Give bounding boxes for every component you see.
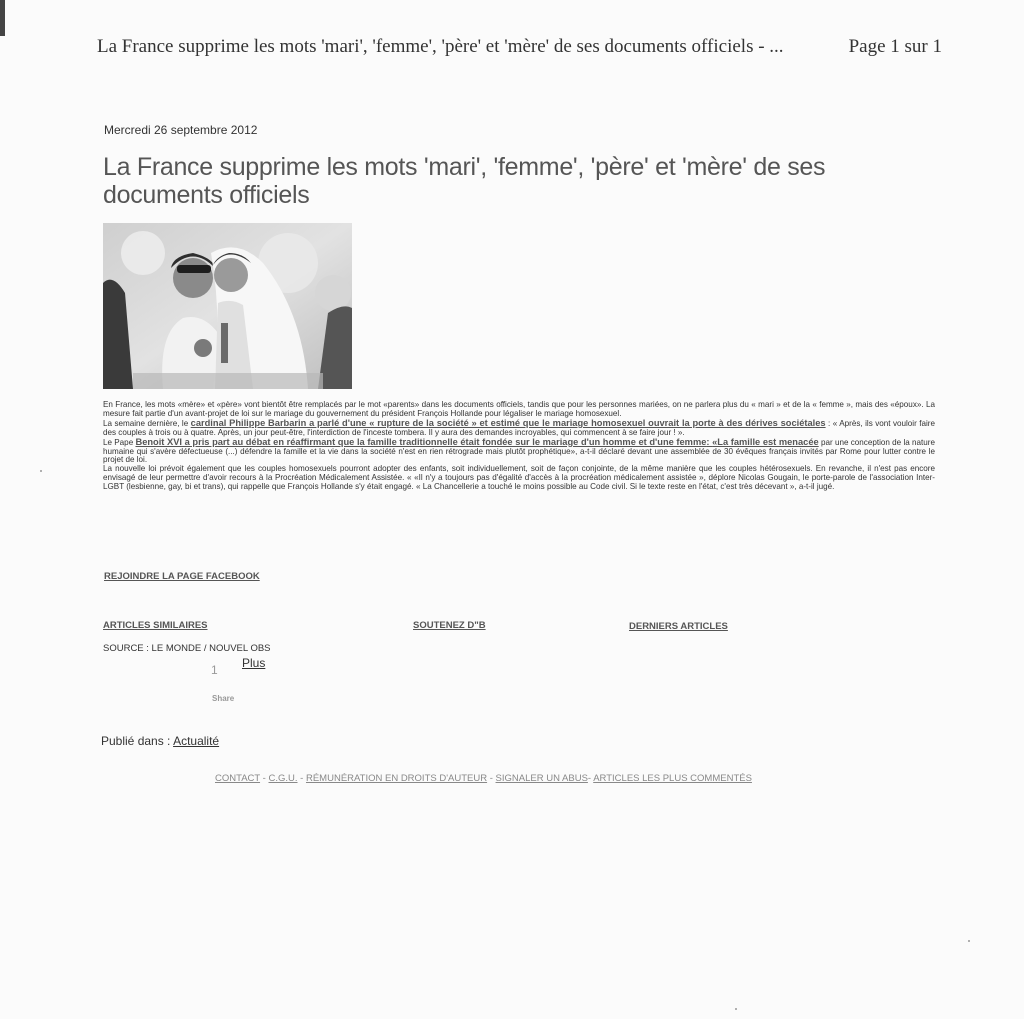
footer-report-link[interactable]: SIGNALER UN ABUS [495, 773, 588, 784]
footer-remuneration-link[interactable]: RÉMUNÉRATION EN DROITS D'AUTEUR [305, 773, 488, 784]
article-paragraph: La nouvelle loi prévoit également que les couples homosexuels pourront adopter des enfants, soit individuellement, soit de façon conjointe, de la même manière que les couples hétérosexuels. En revanche, il n'est pas encore envisagé de leur permettre d'avoir recours à la Procréation Médicalement Assistée. « «Il n'y a toujours pas d'égalité d'accès à la procréation médicalement assistée », déplore Nicolas Gougain, le porte-parole de l'association Inter-LGBT (lesbienne, gay, bi et trans), qui rappelle que François Hollande s'y était engagé. « La Chancellerie a touché le moins possible au Code civil. Si le texte reste en l'état, c'est très décevant », a-t-il jugé. [103, 464, 935, 492]
footer-contact-link[interactable]: CONTACT [215, 773, 261, 784]
family-link[interactable]: «La famille est menacée [712, 436, 819, 447]
text-span: La semaine dernière, le [103, 418, 191, 428]
text-span: par une conception de la nature humaine qui s'avère défectueuse (...) défendre la famille et la vie dans la société n'est en rien rétrograde mais plutôt prophétique», a-t-il déclaré devant une assemblée de 30 évêques français invités par Rome pour lutter contre le projet de loi. [103, 437, 935, 465]
similar-articles-link[interactable]: ARTICLES SIMILAIRES [103, 620, 208, 631]
print-header [97, 36, 942, 58]
facebook-link[interactable]: REJOINDRE LA PAGE FACEBOOK [104, 571, 260, 582]
footer-links [215, 773, 752, 784]
print-header-title: La France supprime les mots 'mari', 'femme', 'père' et 'mère' de ses documents officiels - ... [97, 36, 784, 57]
footer-separator: - [260, 773, 269, 784]
article-date: Mercredi 26 septembre 2012 [104, 123, 258, 137]
scan-speck [40, 470, 42, 472]
source-text: SOURCE : LE MONDE / NOUVEL OBS [103, 643, 271, 654]
barbarin-link[interactable]: cardinal Philippe Barbarin a parlé d'une « rupture de la société » et estimé que le mariage homosexuel ouvrait la porte à des dérives sociétales [190, 417, 826, 428]
category-link[interactable]: Actualité [173, 734, 220, 748]
footer-separator: - [587, 773, 594, 784]
footer-cgu-link[interactable]: C.G.U. [268, 773, 298, 784]
article-paragraph: En France, les mots «mère» et «père» vont bientôt être remplacés par le mot «parents» dans les documents officiels, tandis que pour les personnes mariées, on ne parlera plus du « mari » et de la « femme », mais des «époux». La mesure fait partie d'un avant-projet de loi sur le mariage du gouvernement du président François Hollande pour légaliser le mariage homosexuel. [103, 400, 935, 418]
plus-button[interactable]: Plus [242, 656, 266, 670]
text-span: : « Après, ils vont vouloir faire des couples à trois ou à quatre. Après, un jour peut-être, l'interdiction de l'inceste tombera. Il y aura des demandes incroyables, qui commencent à se faire jour ! ». [103, 418, 935, 437]
scan-speck [968, 940, 970, 942]
footer-most-commented-link[interactable]: ARTICLES LES PLUS COMMENTÉS [593, 773, 752, 784]
scan-speck [735, 1008, 737, 1010]
article-paragraph [103, 438, 935, 466]
footer-separator: - [487, 773, 496, 784]
footer-separator: - [297, 773, 306, 784]
published-label: Publié dans : [101, 734, 174, 748]
share-count: 1 [211, 663, 218, 677]
article-paragraph [103, 419, 935, 438]
article-title: La France supprime les mots 'mari', 'femme', 'père' et 'mère' de ses documents officiels [103, 153, 826, 209]
scan-edge [0, 0, 5, 36]
pope-link[interactable]: Benoit XVI a pris part au débat en réaffirmant que la famille traditionnelle était fondée sur le mariage d'un homme et d'une femme [135, 436, 707, 447]
text-span: Le Pape [103, 437, 136, 447]
pope-link-mid[interactable]: : [706, 436, 713, 447]
published-in [101, 734, 219, 748]
article-photo [103, 223, 352, 389]
page-number: Page 1 sur 1 [848, 36, 942, 57]
article-body [103, 401, 935, 492]
support-link[interactable]: SOUTENEZ D"B [413, 620, 486, 631]
latest-articles-link[interactable]: DERNIERS ARTICLES [629, 621, 728, 632]
share-button[interactable]: Share [212, 694, 235, 703]
